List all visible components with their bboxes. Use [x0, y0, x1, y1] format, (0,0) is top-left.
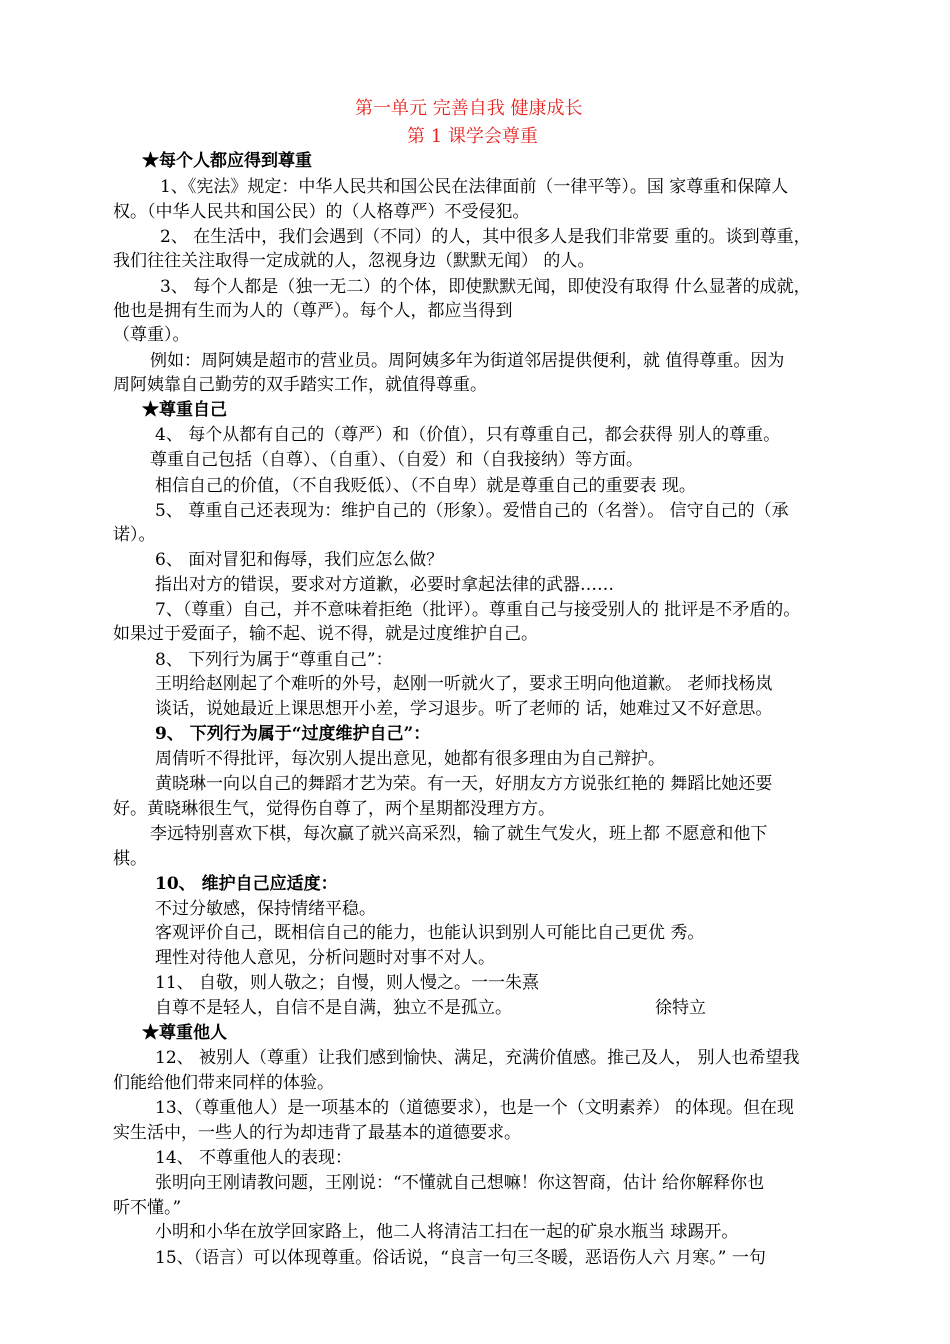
text-line: 李远特别喜欢下棋，每次赢了就兴高采烈，输了就生气发火，班上都 不愿意和他下 [150, 824, 768, 844]
text-line: 好。黄晓琳很生气，觉得伤自尊了，两个星期都没理方方。 [113, 799, 555, 819]
text-line: 13、（尊重他人）是一项基本的（道德要求），也是一个（文明素养） 的体现。但在现 [155, 1098, 795, 1118]
text-line: 3、 每个人都是（独一无二）的个体，即使默默无闻，即使没有取得 什么显著的成就， [160, 277, 811, 297]
text-line: 8、 下列行为属于“尊重自己”： [155, 650, 393, 670]
text-line: 周阿姨靠自己勤劳的双手踏实工作，就值得尊重。 [113, 375, 487, 395]
text-line: 客观评价自己，既相信自己的能力，也能认识到别人可能比自己更优 秀。 [155, 923, 705, 943]
text-line: 诺）。 [113, 525, 156, 545]
text-line: 指出对方的错误，要求对方道歉，必要时拿起法律的武器…… [155, 575, 614, 595]
text-line: 自尊不是轻人，自信不是自满，独立不是孤立。 [155, 998, 512, 1018]
text-line-bold: 10、 维护自己应适度： [155, 874, 338, 894]
text-line: 如果过于爱面子，输不起、说不得，就是过度维护自己。 [113, 624, 538, 644]
text-line: 不过分敏感，保持情绪平稳。 [155, 899, 376, 919]
text-line: 6、 面对冒犯和侮辱，我们应怎么做？ [155, 550, 444, 570]
text-line: 尊重自己包括（自尊）、（自重）、（自爱）和（自我接纳）等方面。 [150, 450, 643, 470]
text-line: 实生活中，一些人的行为却违背了最基本的道德要求。 [113, 1123, 521, 1143]
text-line: 们能给他们带来同样的体验。 [113, 1073, 334, 1093]
text-line: 王明给赵刚起了个难听的外号，赵刚一听就火了，要求王明向他道歉。 老师找杨岚 [155, 674, 773, 694]
text-line: （尊重）。 [113, 325, 190, 345]
text-line: 棋。 [113, 849, 147, 869]
text-line: 黄晓琳一向以自己的舞蹈才艺为荣。有一天，好朋友方方说张红艳的 舞蹈比她还要 [155, 774, 773, 794]
lesson-title: 第 1 课学会尊重 [407, 126, 538, 147]
text-line: 15、（语言）可以体现尊重。俗话说，“良言一句三冬暖，恶语伤人六 月寒。” 一句 [155, 1248, 766, 1268]
text-line: 5、 尊重自己还表现为：维护自己的（形象）。爱惜自己的（名誉）。 信守自己的（承 [155, 501, 789, 521]
text-line: 2、 在生活中，我们会遇到（不同）的人，其中很多人是我们非常要 重的。谈到尊重， [160, 227, 811, 247]
text-line: 听不懂。” [113, 1198, 182, 1218]
text-line: 权。（中华人民共和国公民）的（人格尊严）不受侵犯。 [113, 202, 530, 222]
text-line: 14、 不尊重他人的表现： [155, 1148, 353, 1168]
unit-title: 第一单元 完善自我 健康成长 [355, 98, 583, 119]
text-line: 小明和小华在放学回家路上，他二人将清洁工扫在一起的矿泉水瓶当 球踢开。 [155, 1222, 739, 1242]
section-heading: ★尊重他人 [142, 1023, 227, 1043]
text-line: 理性对待他人意见，分析问题时对事不对人。 [155, 948, 495, 968]
text-line: 张明向王刚请教问题，王刚说：“不懂就自己想嘛！你这智商，估计 给你解释你也 [155, 1173, 765, 1193]
section-heading: ★每个人都应得到尊重 [142, 151, 312, 171]
text-line: 11、 自敬，则人敬之；自慢，则人慢之。一一朱熹 [155, 973, 540, 993]
text-line: 1、《宪法》规定：中华人民共和国公民在法律面前（一律平等）。国 家尊重和保障人 [160, 177, 789, 197]
text-line: 例如：周阿姨是超市的营业员。周阿姨多年为街道邻居提供便利，就 值得尊重。因为 [150, 351, 785, 371]
text-line: 谈话，说她最近上课思想开小差，学习退步。听了老师的 话，她难过又不好意思。 [155, 699, 773, 719]
text-line: 12、 被别人（尊重）让我们感到愉快、满足，充满价值感。推己及人， 别人也希望我 [155, 1048, 800, 1068]
text-line: 4、 每个从都有自己的（尊严）和（价值），只有尊重自己，都会获得 别人的尊重。 [155, 425, 781, 445]
text-line: 周倩听不得批评，每次别人提出意见，她都有很多理由为自己辩护。 [155, 749, 665, 769]
text-line: 7、（尊重）自己，并不意味着拒绝（批评）。尊重自己与接受别人的 批评是不矛盾的。 [155, 600, 801, 620]
quote-author: 徐特立 [655, 998, 706, 1018]
text-line: 相信自己的价值，（不自我贬低）、（不自卑）就是尊重自己的重要表 现。 [155, 476, 696, 496]
text-line: 他也是拥有生而为人的（尊严）。每个人，都应当得到 [113, 301, 513, 321]
text-line: 我们往往关注取得一定成就的人，忽视身边（默默无闻） 的人。 [113, 251, 595, 271]
section-heading: ★尊重自己 [142, 400, 227, 420]
text-line-bold: 9、 下列行为属于“过度维护自己”： [155, 724, 431, 744]
